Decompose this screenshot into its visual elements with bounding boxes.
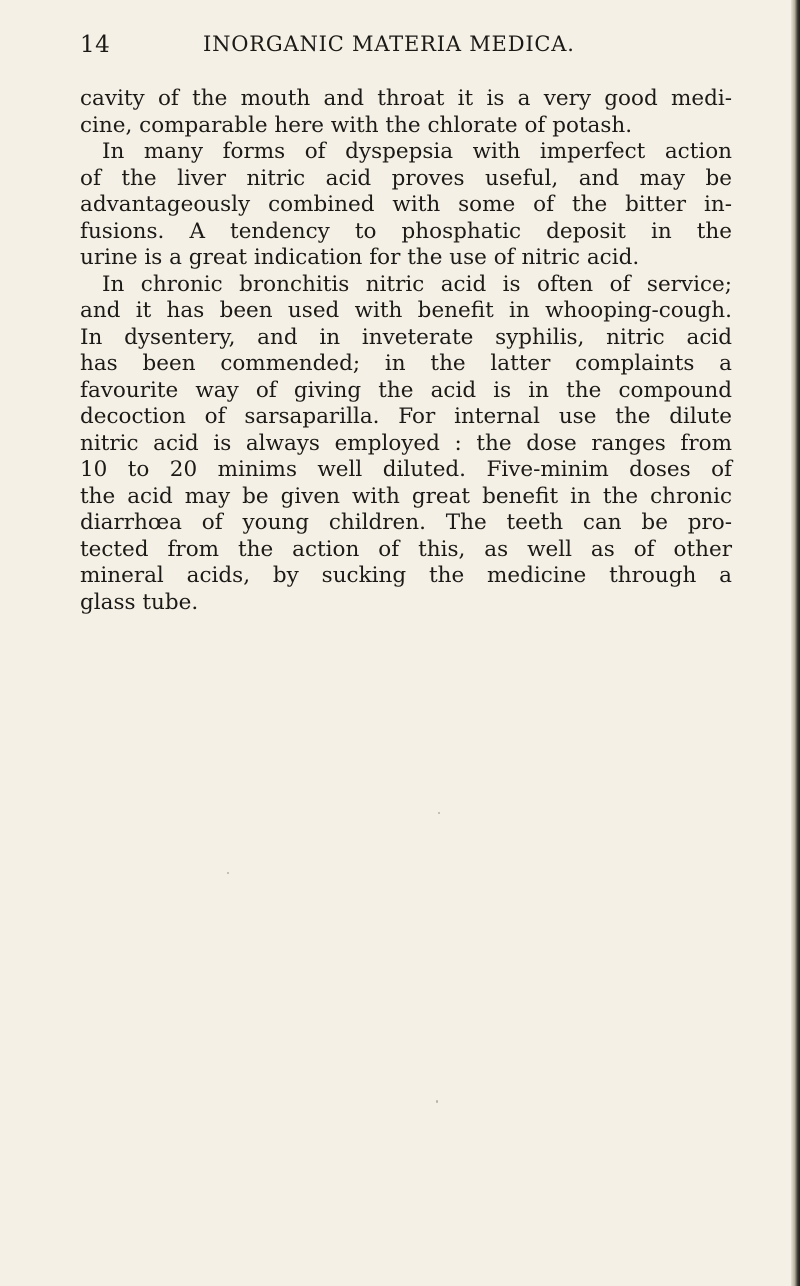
text-line: has been commended; in the latter complaints a <box>80 351 732 376</box>
text-line: cavity of the mouth and throat it is a very good medi- <box>80 86 732 111</box>
text-line: fusions. A tendency to phosphatic deposit in the <box>80 218 732 244</box>
text-line: cine, comparable here with the chlorate of potash. <box>80 112 633 138</box>
text-line: decoction of sarsaparilla. For internal use the dilute <box>80 404 732 429</box>
text-line: 10 to 20 minims well diluted. Five-minim doses of <box>80 457 732 482</box>
text-line: nitric acid is always employed : the dose ranges from <box>80 430 732 456</box>
paper-speck <box>227 872 229 874</box>
text-line: diarrhœa of young children. The teeth can be pro- <box>80 510 732 535</box>
text-line: tected from the action of this, as well as of other <box>80 536 732 562</box>
running-title: INORGANIC MATERIA MEDICA. <box>203 32 575 56</box>
paper-speck <box>436 1100 438 1103</box>
text-line: favourite way of giving the acid is in the compound <box>80 377 732 403</box>
text-line: In dysentery, and in inveterate syphilis, nitric acid <box>80 324 732 350</box>
page-edge-shadow <box>791 0 800 1286</box>
running-head <box>80 32 732 62</box>
text-line: mineral acids, by sucking the medicine through a <box>80 563 732 588</box>
text-line: of the liver nitric acid proves useful, and may be <box>80 165 732 191</box>
text-line: urine is a great indication for the use of nitric acid. <box>80 245 640 270</box>
text-line: glass tube. <box>80 589 199 615</box>
page-number: 14 <box>80 32 111 58</box>
text-line: the acid may be given with great benefit in the chronic <box>80 483 732 509</box>
text-line: In many forms of dyspepsia with imperfect action <box>102 139 732 164</box>
paper-speck <box>438 812 440 814</box>
body-text <box>80 86 732 616</box>
text-line: In chronic bronchitis nitric acid is often of service; <box>102 271 732 297</box>
text-line: and it has been used with benefit in whooping-cough. <box>80 298 732 323</box>
text-line: advantageously combined with some of the bitter in- <box>80 192 732 217</box>
